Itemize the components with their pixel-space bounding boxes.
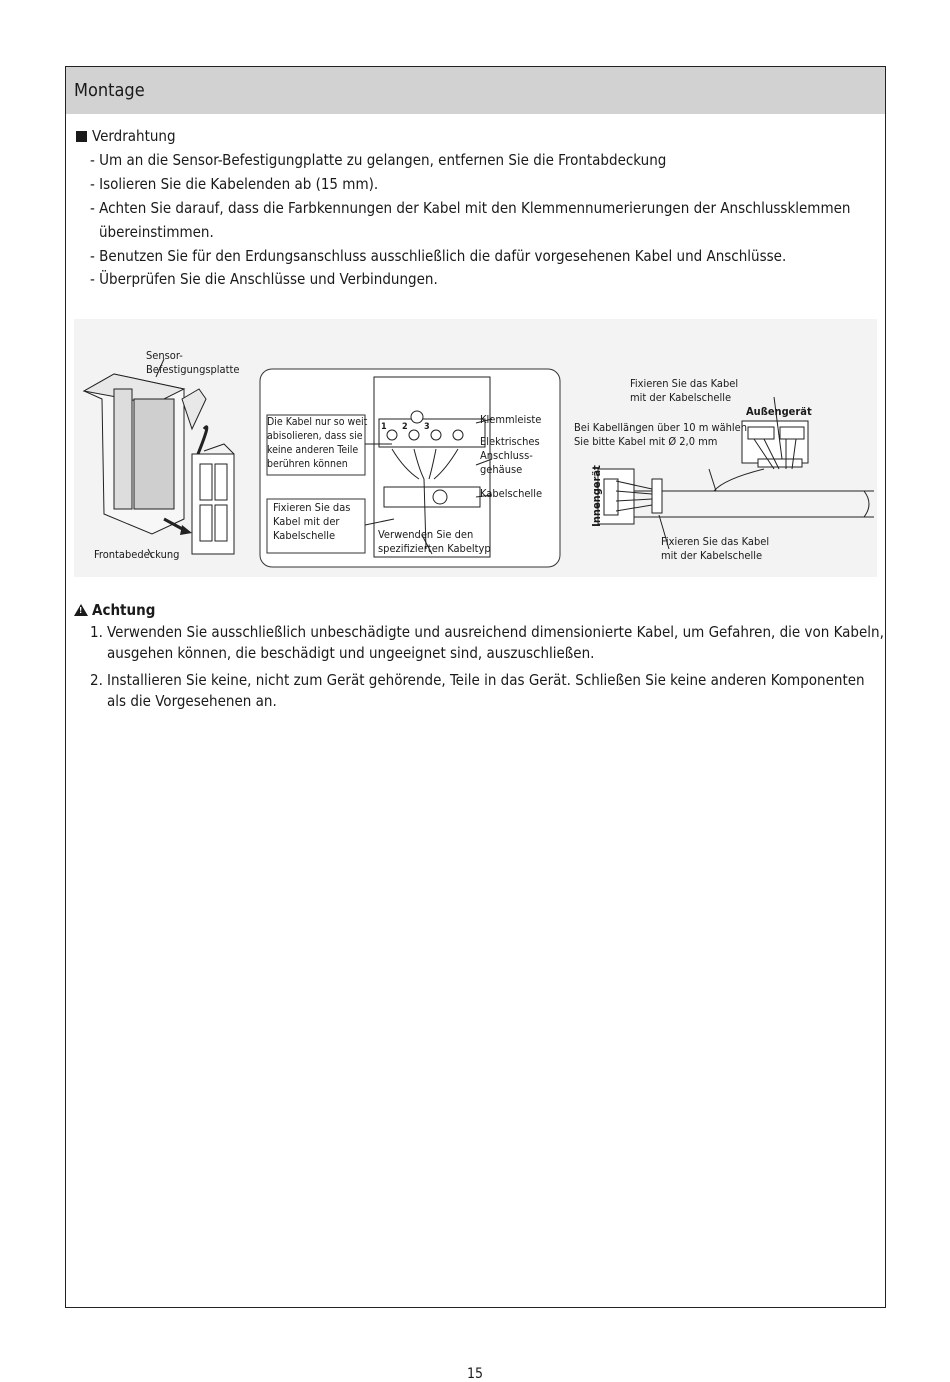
terminal-number: 3 <box>424 422 430 432</box>
page-number: 15 <box>466 1366 484 1382</box>
label-sensor-plate: Sensor- <box>146 349 183 362</box>
caution-item-text: Installieren Sie keine, nicht zum Gerät gehörende, Teile in das Gerät. Schließen Sie keine anderen Komponenten <box>107 671 865 689</box>
label-strip-note: Die Kabel nur so weit <box>267 416 368 428</box>
content-frame <box>65 66 886 1308</box>
label-fix-clamp-c: Fixieren Sie das Kabel <box>661 535 770 548</box>
wiring-heading: Verdrahtung <box>92 127 176 145</box>
terminal-number: 2 <box>402 422 408 432</box>
label-housing: gehäuse <box>480 463 523 476</box>
section-title: Montage <box>74 80 145 101</box>
warning-icon <box>74 604 88 616</box>
caution-heading <box>74 601 155 619</box>
wiring-item: - Achten Sie darauf, dass die Farbkennungen der Kabel mit den Klemmennumerierungen der Anschlussklemmen <box>90 199 851 217</box>
label-fix-clamp-a: Fixieren Sie das <box>273 501 351 514</box>
label-fix-clamp-b: mit der Kabelschelle <box>630 391 732 404</box>
label-front-cover: Frontabedeckung <box>94 548 180 561</box>
square-bullet-icon <box>76 131 87 142</box>
wiring-item: - Isolieren Sie die Kabelenden ab (15 mm). <box>90 175 379 193</box>
caution-item-text: Verwenden Sie ausschließlich unbeschädigte und ausreichend dimensionierte Kabel, um Gefahren, die von Kabeln, <box>107 623 884 641</box>
label-cable-type: Verwenden Sie den <box>378 528 474 541</box>
caution-item-number: 2. <box>90 671 103 689</box>
label-fix-clamp-b: Fixieren Sie das Kabel <box>630 377 739 390</box>
wiring-illustration <box>74 319 877 577</box>
label-housing: Elektrisches <box>480 435 540 448</box>
wiring-item-continuation: übereinstimmen. <box>99 223 214 241</box>
label-cable-clamp: Kabelschelle <box>480 487 543 500</box>
label-strip-note: berühren können <box>267 458 348 470</box>
label-terminal-strip: Klemmleiste <box>480 413 542 426</box>
wiring-item: - Überprüfen Sie die Anschlüsse und Verbindungen. <box>90 270 438 288</box>
label-strip-note: abisolieren, dass sie <box>267 430 363 442</box>
section-header <box>66 67 885 114</box>
caution-item-text: ausgehen können, die beschädigt und ungeeignet sind, auszuschließen. <box>107 644 595 662</box>
label-length-note: Bei Kabellängen über 10 m wählen <box>574 421 748 434</box>
caution-heading-text: Achtung <box>92 601 156 619</box>
label-strip-note: keine anderen Teile <box>267 444 359 456</box>
label-cable-type: spezifizierten Kabeltyp <box>378 542 491 555</box>
label-fix-clamp-c: mit der Kabelschelle <box>661 549 763 562</box>
label-indoor-unit: Innengerät <box>589 465 603 527</box>
wiring-item: - Benutzen Sie für den Erdungsanschluss ausschließlich die dafür vorgesehenen Kabel und Anschlüsse. <box>90 247 787 265</box>
label-outdoor-unit: Außengerät <box>746 405 812 418</box>
caution-item-number: 1. <box>90 623 103 641</box>
wiring-item: - Um an die Sensor-Befestigungplatte zu gelangen, entfernen Sie die Frontabdeckung <box>90 151 667 169</box>
terminal-number: 1 <box>381 422 387 432</box>
label-fix-clamp-a: Kabelschelle <box>273 529 336 542</box>
label-housing: Anschluss- <box>480 449 533 462</box>
label-length-note: Sie bitte Kabel mit Ø 2,0 mm <box>574 435 718 448</box>
caution-item-text: als die Vorgesehenen an. <box>107 692 277 710</box>
label-sensor-plate: Befestigungsplatte <box>146 363 240 376</box>
label-fix-clamp-a: Kabel mit der <box>273 515 340 528</box>
